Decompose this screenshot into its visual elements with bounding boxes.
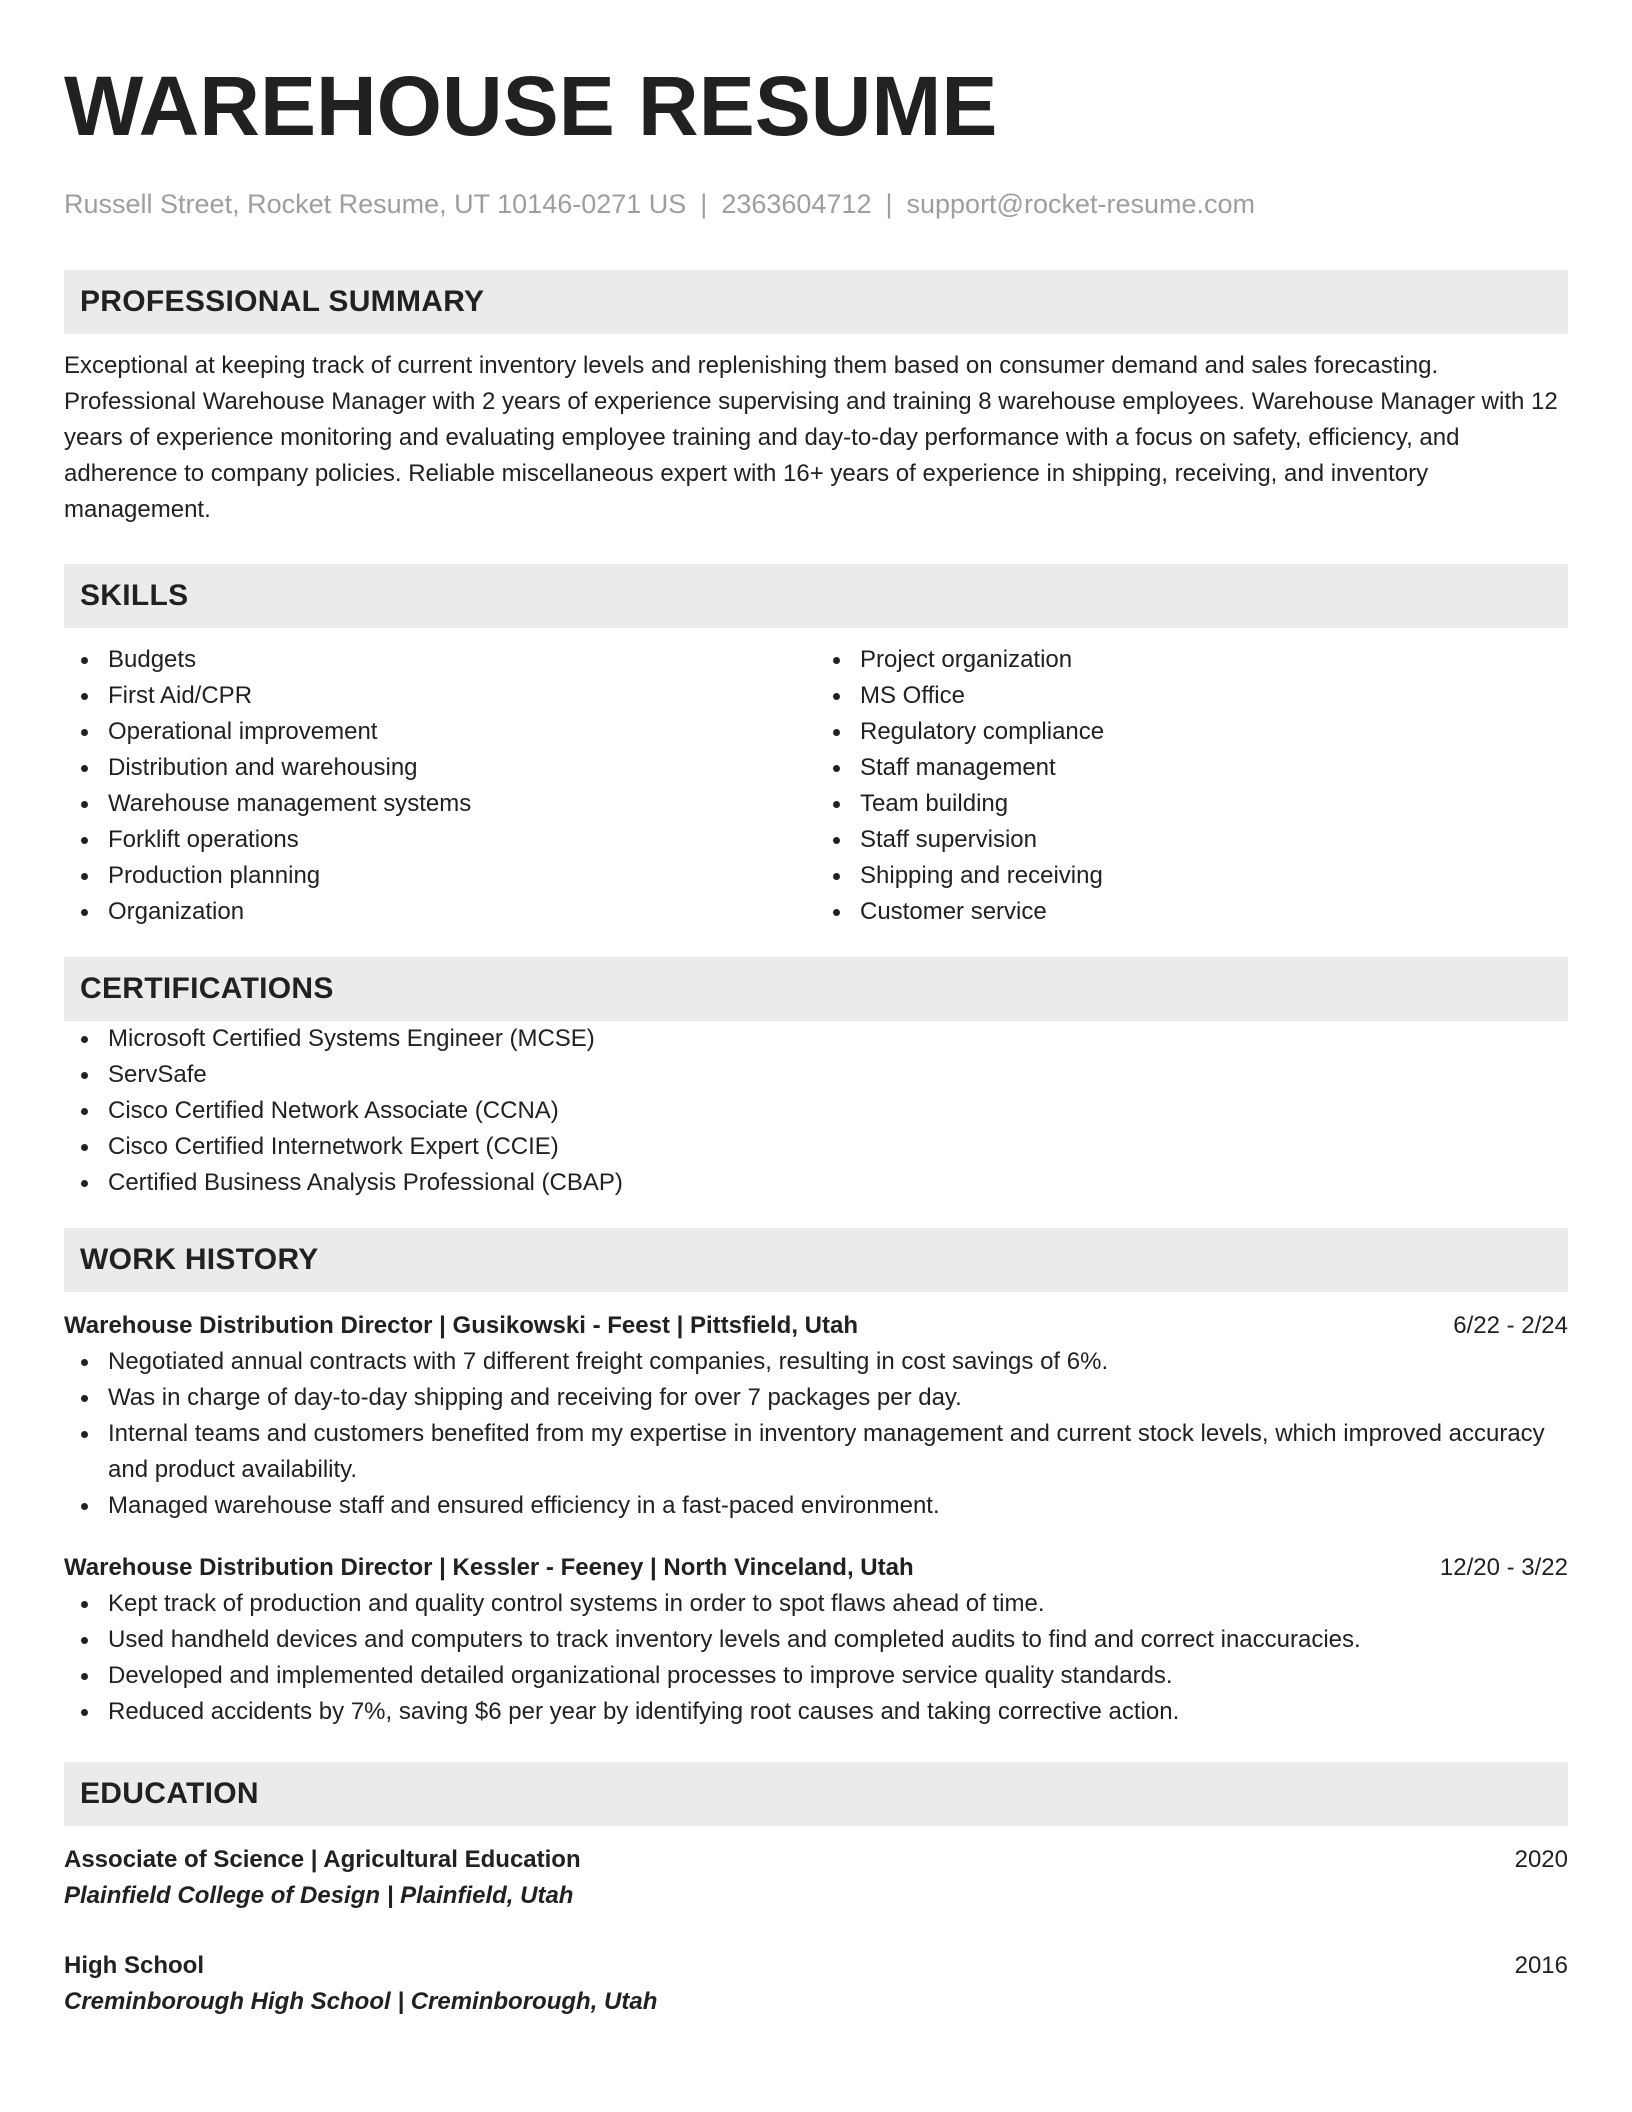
contact-separator: | — [885, 189, 893, 219]
skill-item: Team building — [860, 786, 1568, 822]
education-year: 2020 — [1514, 1846, 1568, 1873]
skill-item: Budgets — [108, 642, 816, 678]
job-dates: 12/20 - 3/22 — [1439, 1554, 1568, 1581]
job-bullet: Managed warehouse staff and ensured efficiency in a fast-paced environment. — [108, 1488, 1568, 1524]
job-bullet: Negotiated annual contracts with 7 different freight companies, resulting in cost savings of 6%. — [108, 1344, 1568, 1380]
job-header — [64, 1550, 1568, 1586]
education-degree: High School — [64, 1952, 204, 1979]
skill-item: Shipping and receiving — [860, 858, 1568, 894]
job-bullet: Internal teams and customers benefited from my expertise in inventory management and current stock levels, which improved accuracy and product availability. — [108, 1416, 1568, 1488]
certifications-heading: CERTIFICATIONS — [64, 957, 1568, 1021]
certification-item: Certified Business Analysis Professional (CBAP) — [108, 1165, 1568, 1201]
contact-phone: 2363604712 — [721, 189, 872, 219]
skill-item: Forklift operations — [108, 822, 816, 858]
summary-text: Exceptional at keeping track of current inventory levels and replenishing them based on consumer demand and sales forecasting. Professional Warehouse Manager with 2 years of experience supervising and training 8 warehouse employees. Warehouse Manager with 12 years of experience monitoring and evaluating employee training and day-to-day performance with a focus on safety, efficiency, and adherence to company policies. Reliable miscellaneous expert with 16+ years of experience in shipping, receiving, and inventory management. — [64, 352, 1558, 523]
job-bullet: Was in charge of day-to-day shipping and receiving for over 7 packages per day. — [108, 1380, 1568, 1416]
skill-item: Customer service — [860, 894, 1568, 930]
job-bullet: Kept track of production and quality control systems in order to spot flaws ahead of time. — [108, 1586, 1568, 1622]
education-entry-header — [64, 1948, 1568, 1984]
summary-heading: PROFESSIONAL SUMMARY — [64, 270, 1568, 334]
skill-item: Organization — [108, 894, 816, 930]
contact-line — [64, 188, 1568, 220]
job-bullet: Used handheld devices and computers to track inventory levels and completed audits to find and correct inaccuracies. — [108, 1622, 1568, 1658]
education-heading: EDUCATION — [64, 1762, 1568, 1826]
certification-item: Cisco Certified Internetwork Expert (CCIE) — [108, 1129, 1568, 1165]
education-school: Creminborough High School | Creminborough, Utah — [64, 1988, 658, 2015]
work-history-heading: WORK HISTORY — [64, 1228, 1568, 1292]
job-bullet: Developed and implemented detailed organizational processes to improve service quality standards. — [108, 1658, 1568, 1694]
job-bullets — [64, 1586, 1568, 1730]
job-header — [64, 1308, 1568, 1344]
job-title: Warehouse Distribution Director | Kessler - Feeney | North Vinceland, Utah — [64, 1554, 914, 1581]
certifications-list — [64, 1021, 1568, 1201]
skill-item: Distribution and warehousing — [108, 750, 816, 786]
skills-list-right — [816, 642, 1568, 930]
job-title: Warehouse Distribution Director | Gusikowski - Feest | Pittsfield, Utah — [64, 1312, 859, 1339]
skill-item: First Aid/CPR — [108, 678, 816, 714]
education-year: 2016 — [1514, 1952, 1568, 1979]
skill-item: Staff management — [860, 750, 1568, 786]
skills-heading: SKILLS — [64, 564, 1568, 628]
education-school: Plainfield College of Design | Plainfield, Utah — [64, 1882, 574, 1909]
skill-item: Warehouse management systems — [108, 786, 816, 822]
job-bullet: Reduced accidents by 7%, saving $6 per year by identifying root causes and taking corrective action. — [108, 1694, 1568, 1730]
skills-columns — [64, 642, 1568, 930]
contact-email: support@rocket-resume.com — [906, 189, 1256, 219]
skill-item: Production planning — [108, 858, 816, 894]
education-entry-header — [64, 1842, 1568, 1878]
education-degree: Associate of Science | Agricultural Education — [64, 1846, 581, 1873]
resume-title: WAREHOUSE RESUME — [64, 59, 998, 153]
certification-item: Microsoft Certified Systems Engineer (MCSE) — [108, 1021, 1568, 1057]
skill-item: Staff supervision — [860, 822, 1568, 858]
skills-list-left — [64, 642, 816, 930]
contact-separator: | — [700, 189, 708, 219]
certification-item: Cisco Certified Network Associate (CCNA) — [108, 1093, 1568, 1129]
contact-address: Russell Street, Rocket Resume, UT 10146-0271 US — [64, 189, 687, 219]
job-bullets — [64, 1344, 1568, 1524]
skill-item: Regulatory compliance — [860, 714, 1568, 750]
skill-item: Project organization — [860, 642, 1568, 678]
job-dates: 6/22 - 2/24 — [1453, 1312, 1568, 1339]
certification-item: ServSafe — [108, 1057, 1568, 1093]
skill-item: Operational improvement — [108, 714, 816, 750]
skill-item: MS Office — [860, 678, 1568, 714]
